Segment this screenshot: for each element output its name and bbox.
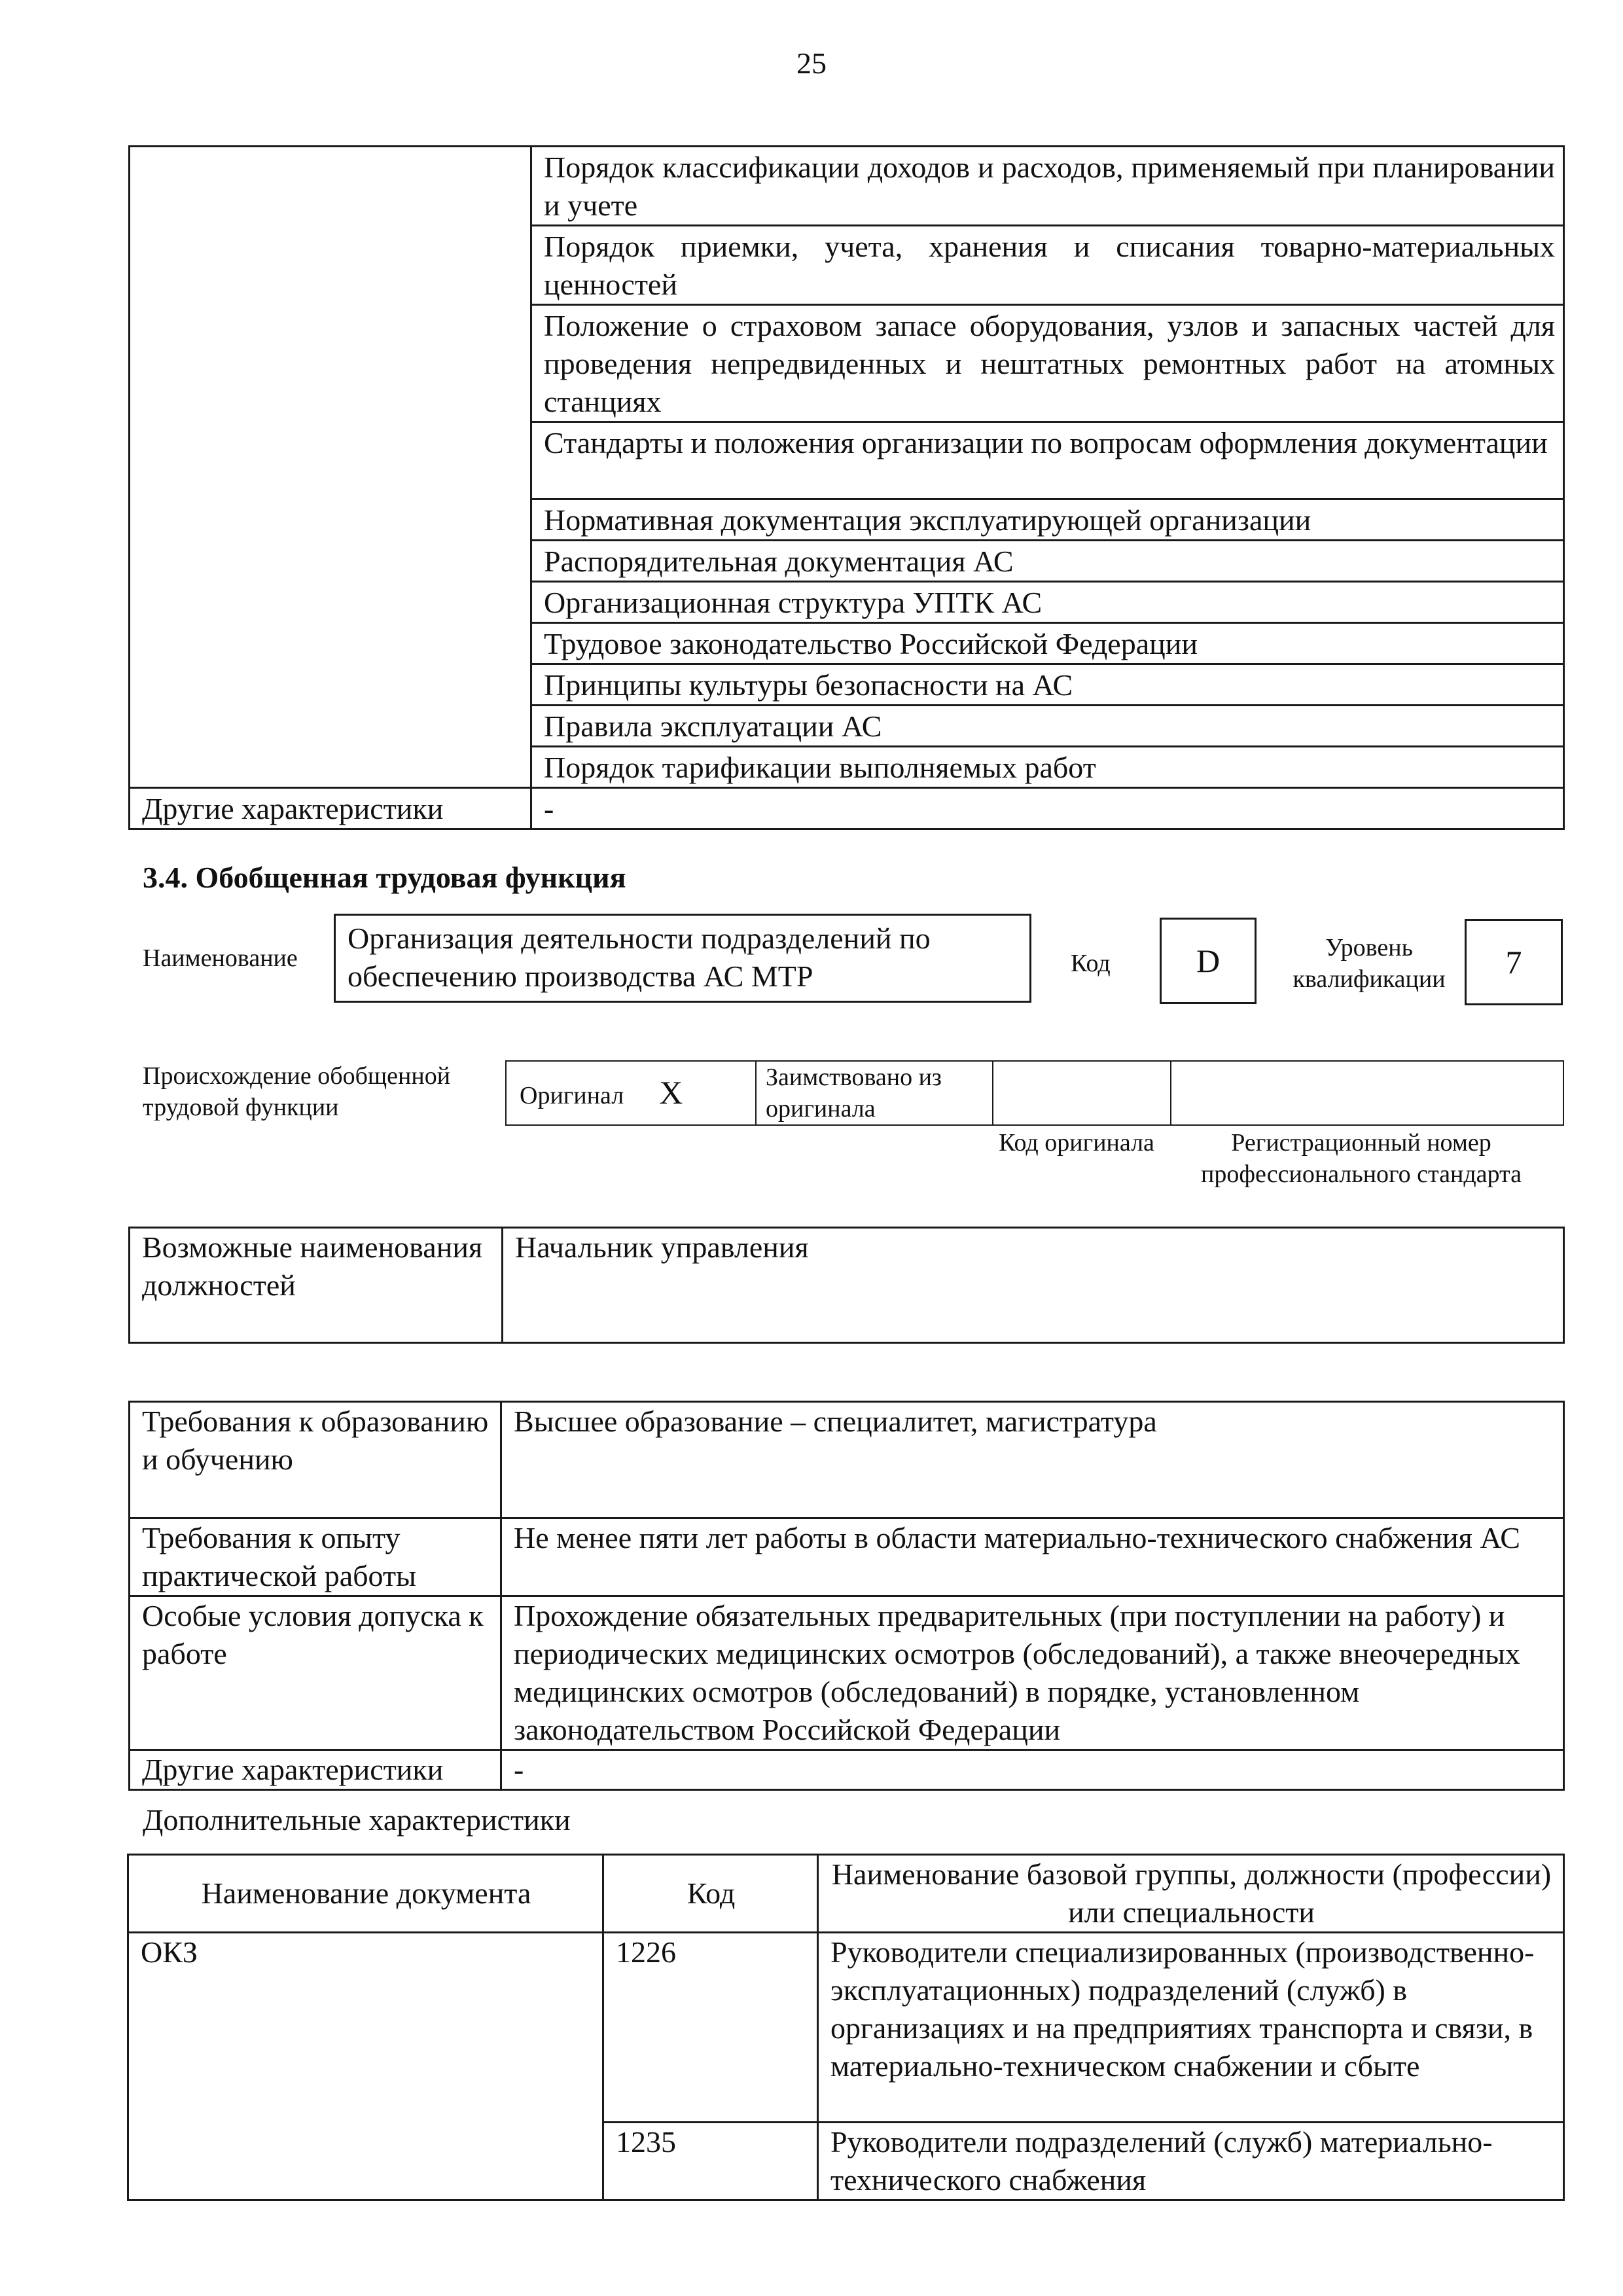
borrowed-label: Заимствовано из оригинала xyxy=(756,1061,993,1125)
positions-table xyxy=(128,1227,1565,1344)
function-name-box: Организация деятельности подразделений по обеспечению производства АС МТР xyxy=(334,914,1031,1003)
header-document: Наименование документа xyxy=(128,1855,603,1933)
name-label: Наименование xyxy=(143,944,298,972)
code-label: Код xyxy=(1071,950,1111,977)
positions-label: Возможные наименования должностей xyxy=(130,1228,503,1343)
knowledge-item: Положение о страховом запасе оборудования, узлов и запасных частей для проведения непредвиденных и нештатных ремонтных работ на атомных станциях xyxy=(531,305,1564,422)
knowledge-item: Стандарты и положения организации по вопросам оформления документации xyxy=(531,422,1564,499)
knowledge-item: Порядок классификации доходов и расходов, применяемый при планировании и учете xyxy=(531,147,1564,226)
knowledge-item: Правила эксплуатации АС xyxy=(531,706,1564,747)
knowledge-item: Нормативная документация эксплуатирующей организации xyxy=(531,499,1564,541)
doc-group-name: Руководители специализированных (производственно-эксплуатационных) подразделений (служб) в организациях и на предприятиях транспорта и связи, в материально-техническом снабжении и сбыте xyxy=(818,1933,1564,2123)
knowledge-item: Организационная структура УПТК АС xyxy=(531,582,1564,623)
requirements-table xyxy=(128,1401,1565,1791)
header-code: Код xyxy=(603,1855,818,1933)
original-mark: X xyxy=(659,1074,683,1111)
doc-group-name: Руководители подразделений (служб) материально-технического снабжения xyxy=(818,2123,1564,2200)
requirement-value: Прохождение обязательных предварительных (при поступлении на работу) и периодических медицинских осмотров (обследований), а также внеочередных медицинских осмотров (обследований) в порядке, установленном законодательством Российской Федерации xyxy=(501,1596,1564,1750)
knowledge-table xyxy=(128,145,1565,830)
knowledge-label-cell xyxy=(130,147,531,788)
knowledge-item: Порядок приемки, учета, хранения и списания товарно-материальных ценностей xyxy=(531,226,1564,305)
requirement-label: Другие характеристики xyxy=(130,1750,501,1790)
page-number: 25 xyxy=(796,46,827,80)
other-characteristics-value: - xyxy=(531,788,1564,829)
other-characteristics-label: Другие характеристики xyxy=(130,788,531,829)
original-code-cell xyxy=(993,1061,1171,1125)
original-label: Оригинал xyxy=(520,1082,624,1109)
requirement-label: Требования к опыту практической работы xyxy=(130,1518,501,1596)
doc-name: ОКЗ xyxy=(128,1933,603,2200)
original-code-caption: Код оригинала xyxy=(999,1129,1154,1157)
requirement-label: Особые условия допуска к работе xyxy=(130,1596,501,1750)
registration-number-cell xyxy=(1171,1061,1563,1125)
level-value-box: 7 xyxy=(1465,919,1563,1005)
origin-label: Происхождение обобщенной трудовой функции xyxy=(143,1062,451,1121)
knowledge-item: Распорядительная документация АС xyxy=(531,541,1564,582)
requirement-value: Высшее образование – специалитет, магистратура xyxy=(501,1402,1564,1518)
origin-table xyxy=(505,1060,1564,1126)
doc-code: 1235 xyxy=(603,2123,818,2200)
requirement-value: - xyxy=(501,1750,1564,1790)
knowledge-item: Принципы культуры безопасности на АС xyxy=(531,664,1564,706)
doc-code: 1226 xyxy=(603,1933,818,2123)
section-heading: 3.4. Обобщенная трудовая функция xyxy=(143,861,626,894)
additional-title: Дополнительные характеристики xyxy=(143,1803,571,1837)
knowledge-item: Порядок тарификации выполняемых работ xyxy=(531,747,1564,788)
requirement-label: Требования к образованию и обучению xyxy=(130,1402,501,1518)
positions-value: Начальник управления xyxy=(503,1228,1564,1343)
level-label: Уровень квалификации xyxy=(1293,934,1446,993)
original-cell xyxy=(506,1061,756,1125)
requirement-value: Не менее пяти лет работы в области материально-технического снабжения АС xyxy=(501,1518,1564,1596)
code-value-box: D xyxy=(1160,918,1257,1004)
header-group: Наименование базовой группы, должности (профессии) или специальности xyxy=(818,1855,1564,1933)
additional-table xyxy=(127,1854,1565,2201)
registration-number-caption: Регистрационный номер профессионального стандарта xyxy=(1201,1129,1522,1188)
knowledge-item: Трудовое законодательство Российской Федерации xyxy=(531,623,1564,664)
